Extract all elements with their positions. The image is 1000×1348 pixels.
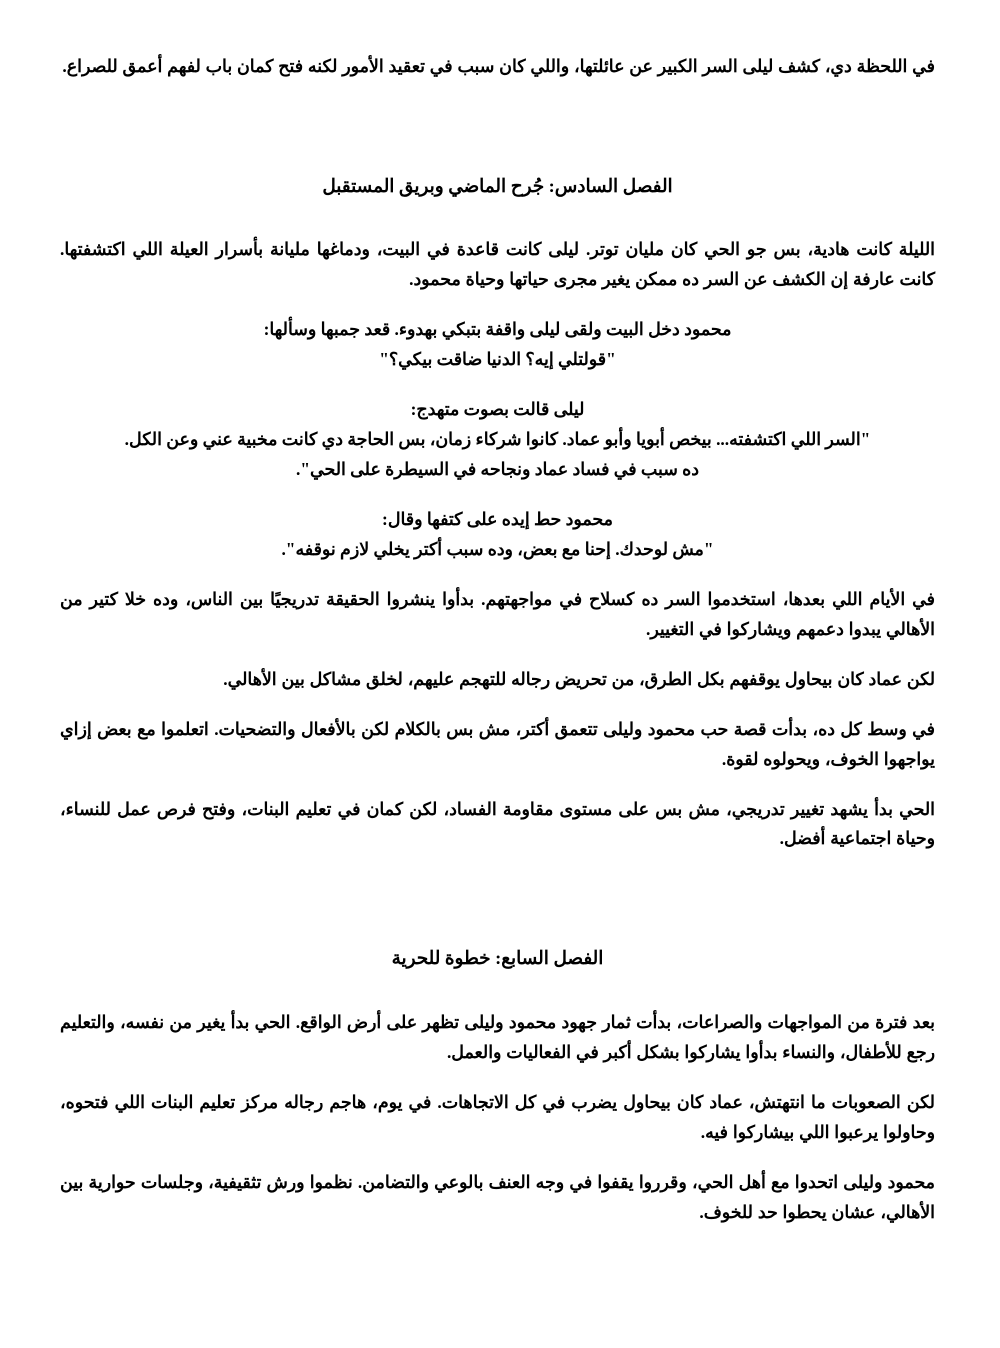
chapter-six-paragraph-3: لكن عماد كان بيحاول يوقفهم بكل الطرق، من تحريض رجاله للتهجم عليهم، لخلق مشاكل بين الأهالي. [223, 668, 935, 689]
dialogue-quote-line-1: "السر اللي اكتشفته... بيخص أبويا وأبو عماد. كانوا شركاء زمان، بس الحاجة دي كانت مخبية عني وعن الكل. [124, 429, 871, 450]
spacer [60, 854, 935, 944]
spacer [60, 485, 935, 505]
document-body [60, 52, 935, 1227]
chapter-six-paragraph-4: في وسط كل ده، بدأت قصة حب محمود وليلى تتعمق أكتر، مش بس بالكلام لكن بالأفعال والتضحيات. اتعلموا مع بعض إزاي يواجهوا الخوف، ويحولوه لقوة. [60, 718, 935, 769]
spacer [60, 295, 935, 315]
spacer [60, 375, 935, 395]
opening-paragraph: في اللحظة دي، كشف ليلى السر الكبير عن عائلتها، واللي كان سبب في تعقيد الأمور لكنه فتح كمان باب لفهم أعمق للصراع. [62, 56, 935, 76]
dialogue-block-2 [60, 395, 935, 485]
dialogue-intro: محمود حط إيده على كتفها وقال: [382, 508, 613, 529]
dialogue-intro: محمود دخل البيت ولقى ليلى واقفة بتبكي بهدوء. قعد جمبها وسألها: [263, 319, 732, 340]
spacer [60, 565, 935, 585]
spacer [60, 645, 935, 665]
chapter-six-paragraph-2: في الأيام اللي بعدها، استخدموا السر ده كسلاح في مواجهتهم. بدأوا ينشروا الحقيقة تدريجيًا بين الناس، وده خلا كتير من الأهالي يبدوا دعمهم ويشاركوا في التغيير. [60, 588, 935, 639]
chapter-six-paragraph-1: الليلة كانت هادية، بس جو الحي كان مليان توتر. ليلى كانت قاعدة في البيت، ودماغها مليانة بأسرار العيلة اللي اكتشفتها. كانت عارفة إن الكشف عن السر ده ممكن يغير مجرى حياتها وحياة محمود. [60, 239, 935, 290]
dialogue-quote-line-2: ده سبب في فساد عماد ونجاحه في السيطرة على الحي". [295, 459, 700, 479]
spacer [60, 201, 935, 235]
spacer [60, 1148, 935, 1168]
dialogue-block-1 [60, 315, 935, 375]
dialogue-intro: ليلى قالت بصوت متهدج: [410, 399, 585, 420]
chapter-seven-heading: الفصل السابع: خطوة للحرية [391, 948, 604, 969]
spacer [60, 1068, 935, 1088]
chapter-seven-paragraph-2: لكن الصعوبات ما انتهتش، عماد كان بيحاول يضرب في كل الاتجاهات. في يوم، هاجم رجاله مركز تعليم البنات اللي فتحوه، وحاولوا يرعبوا اللي بيشاركوا فيه. [60, 1091, 935, 1142]
spacer [60, 974, 935, 1008]
spacer [60, 775, 935, 795]
chapter-seven-paragraph-1: بعد فترة من المواجهات والصراعات، بدأت ثمار جهود محمود وليلى تظهر على أرض الواقع. الحي بدأ يغير من نفسه، والتعليم رجع للأطفال، والنساء بدأوا يشاركوا بشكل أكبر في الفعاليات والعمل. [60, 1011, 935, 1062]
dialogue-quote: "مش لوحدك. إحنا مع بعض، وده سبب أكتر يخلي لازم نوقفه". [281, 538, 714, 559]
spacer [60, 695, 935, 715]
chapter-seven-paragraph-3: محمود وليلى اتحدوا مع أهل الحي، وقرروا يقفوا في وجه العنف بالوعي والتضامن. نظموا ورش تثقيفية، وجلسات حوارية بين الأهالي، عشان يحطوا حد للخوف. [60, 1171, 935, 1222]
spacer [60, 82, 935, 172]
dialogue-quote: "قولتلي إيه؟ الدنيا ضاقت بيكي؟" [379, 349, 616, 370]
chapter-six-paragraph-5: الحي بدأ يشهد تغيير تدريجي، مش بس على مستوى مقاومة الفساد، لكن كمان في تعليم البنات، وفتح فرص عمل للنساء، وحياة اجتماعية أفضل. [60, 798, 935, 849]
dialogue-block-3 [60, 505, 935, 565]
chapter-six-heading: الفصل السادس: جُرح الماضي وبريق المستقبل [322, 175, 673, 196]
